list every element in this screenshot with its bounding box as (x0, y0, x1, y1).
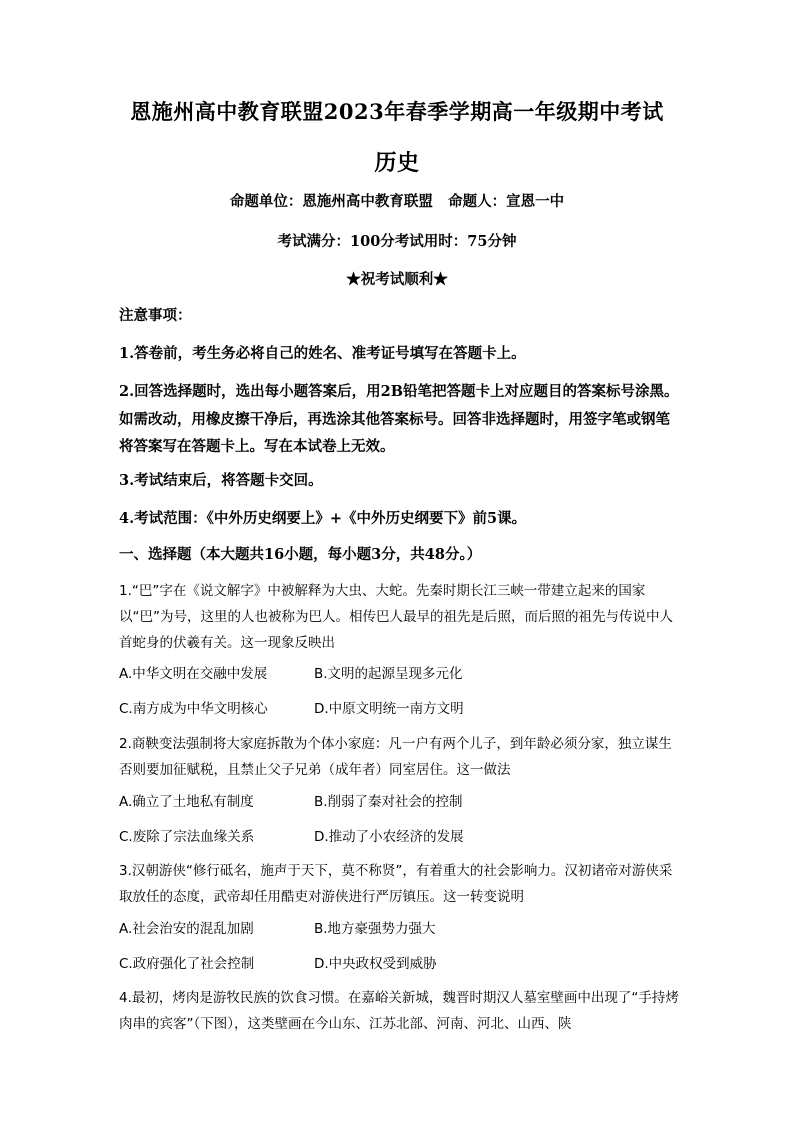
note-item-1: 1.答卷前，考生务必将自己的姓名、准考证号填写在答题卡上。 (119, 345, 526, 362)
notes-heading: 注意事项： (119, 307, 192, 324)
question-2-option-d: D.推动了小农经济的发展 (314, 829, 464, 845)
question-2-option-a: A.确立了土地私有制度 (119, 794, 254, 810)
question-3-option-a: A.社会治安的混乱加剧 (119, 921, 254, 937)
blessing-line: ★祝考试顺利★ (346, 271, 448, 288)
question-2-option-b: B.削弱了秦对社会的控制 (314, 794, 463, 810)
question-1-text: 1.“巴”字在《说文解字》中被解释为大虫、大蛇。先秦时期长江三峡一带建立起来的国家以“巴”为号，这里的人也被称为巴人。相传巴人最早的祖先是后照，而后照的祖先与传说中人首蛇身的伏羲有关。这一现象反映出 (119, 583, 673, 651)
subject-title: 历史 (374, 150, 420, 176)
question-2-text: 2.商鞅变法强制将大家庭拆散为个体小家庭：凡一户有两个儿子，到年龄必须分家，独立谋生否则要加征赋税，且禁止父子兄弟（成年者）同室居住。这一做法 (119, 736, 672, 778)
section-heading: 一、选择题（本大题共16小题，每小题3分，共48分。） (119, 546, 482, 563)
question-3-option-c: C.政府强化了社会控制 (119, 956, 255, 972)
question-3-option-b: B.地方豪强势力强大 (314, 921, 436, 937)
note-item-2: 2.回答选择题时，选出每小题答案后，用2B铅笔把答题卡上对应题目的答案标号涂黑。如需改动，用橡皮擦干净后，再选涂其他答案标号。回答非选择题时，用签字笔或钢笔将答案写在答题卡上。写在本试卷上无效。 (119, 383, 679, 455)
question-3-text: 3.汉朝游侠“修行砥名，施声于天下，莫不称贤”，有着重大的社会影响力。汉初诸帝对游侠采取放任的态度，武帝却任用酷吏对游侠进行严厉镇压。这一转变说明 (119, 863, 673, 905)
question-3-option-d: D.中央政权受到威胁 (314, 956, 437, 972)
exam-title: 恩施州高中教育联盟2023年春季学期高一年级期中考试 (130, 99, 664, 124)
question-1-option-c: C.南方成为中华文明核心 (119, 701, 268, 717)
question-4-text: 4.最初，烤肉是游牧民族的饮食习惯。在嘉峪关新城，魏晋时期汉人墓室壁画中出现了“手持烤肉串的宾客”（下图），这类壁画在今山东、江苏北部、河南、河北、山西、陕 (119, 990, 679, 1032)
question-1-option-d: D.中原文明统一南方文明 (314, 701, 464, 717)
setter-line: 命题单位：恩施州高中教育联盟 命题人：宣恩一中 (229, 193, 565, 210)
note-item-4: 4.考试范围：《中外历史纲要上》+《中外历史纲要下》前5课。 (119, 510, 527, 527)
note-item-3: 3.考试结束后，将答题卡交回。 (119, 472, 323, 489)
question-1-option-b: B.文明的起源呈现多元化 (314, 666, 463, 682)
exam-info-line: 考试满分：100分考试用时：75分钟 (277, 233, 517, 250)
question-1-option-a: A.中华文明在交融中发展 (119, 666, 268, 682)
question-2-option-c: C.废除了宗法血缘关系 (119, 829, 255, 845)
